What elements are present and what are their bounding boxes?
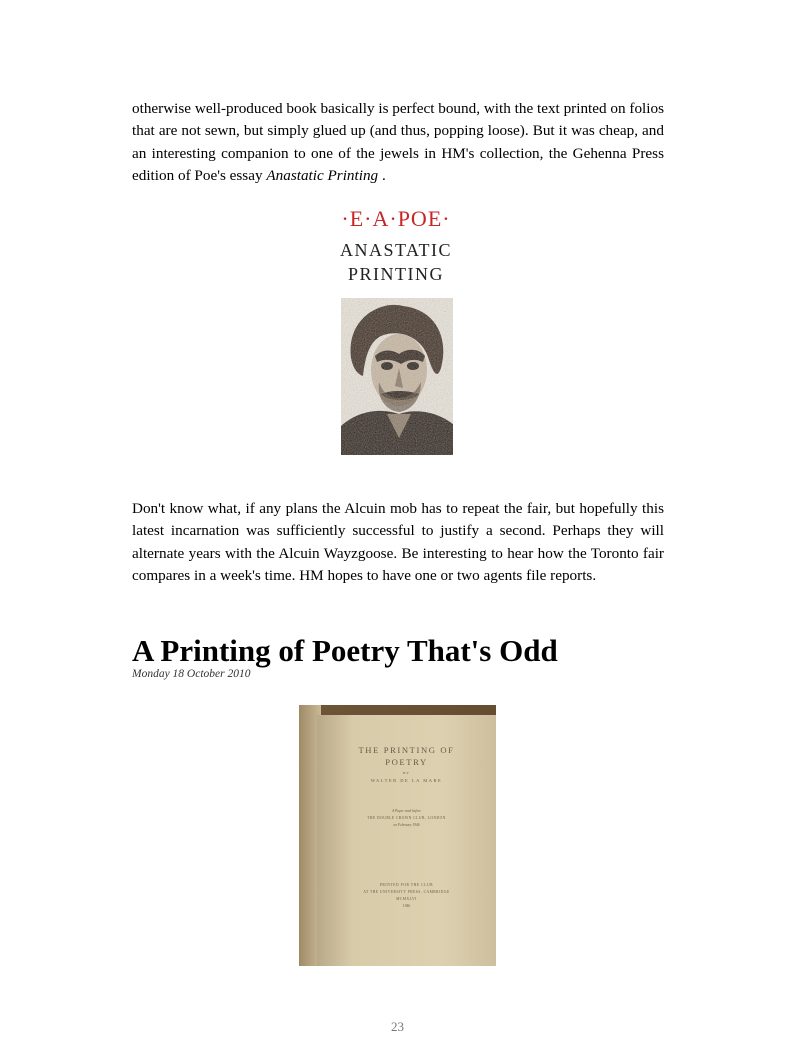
book-title-page-photo	[299, 705, 496, 966]
body-paragraph-1	[132, 98, 664, 187]
book-lecture-line-2: THE DOUBLE CROWN CLUB, LONDON	[367, 816, 446, 820]
poe-portrait-image	[341, 298, 453, 455]
post-title: A Printing of Poetry That's Odd	[132, 633, 558, 668]
book-title-line-2: POETRY	[385, 757, 428, 767]
book-imprint-line-3: MCMXLVI	[396, 897, 417, 901]
book-lecture-line-3: on February 1946	[393, 823, 420, 827]
book-imprint-line-2: AT THE UNIVERSITY PRESS, CAMBRIDGE	[363, 890, 450, 894]
book-by: BY	[403, 771, 410, 775]
book-author: WALTER DE LA MARE	[370, 778, 443, 783]
book-lecture-line-1: A Paper read before	[391, 809, 422, 813]
cover-title-line-2: PRINTING	[348, 264, 444, 284]
book-title-line-1: THE PRINTING OF	[358, 745, 455, 755]
post-date: Monday 18 October 2010	[132, 668, 251, 680]
paragraph-1-end: .	[378, 166, 386, 184]
page-number: 23	[391, 1019, 404, 1034]
body-paragraph-2: Don't know what, if any plans the Alcuin mob has to repeat the fair, but hopefully this latest incarnation was sufficiently successful to justify a second. Perhaps they will alternate years with the Alcuin Wayzgoose. Be interesting to hear how the Toronto fair compares in a week's time. HM hopes to have one or two agents file reports.	[132, 500, 664, 584]
paragraph-1-text: otherwise well-produced book basically is perfect bound, with the text printed on folios that are not sewn, but simply glued up (and thus, popping loose). But it was cheap, and an interesting companion to one of the jewels in HM's collection, the Gehenna Press edition of Poe's essay	[132, 100, 664, 184]
essay-title-italic: Anastatic Printing	[266, 166, 379, 184]
cover-title-line-1: ANASTATIC	[339, 240, 453, 260]
cover-author: ·E·A·POE·	[341, 206, 451, 231]
book-imprint-line-1: PRINTED FOR THE CLUB	[379, 883, 434, 887]
book-imprint-line-4: 1946	[402, 904, 411, 908]
book-title-page	[317, 715, 496, 966]
poe-anastatic-printing-cover-image	[330, 206, 462, 458]
